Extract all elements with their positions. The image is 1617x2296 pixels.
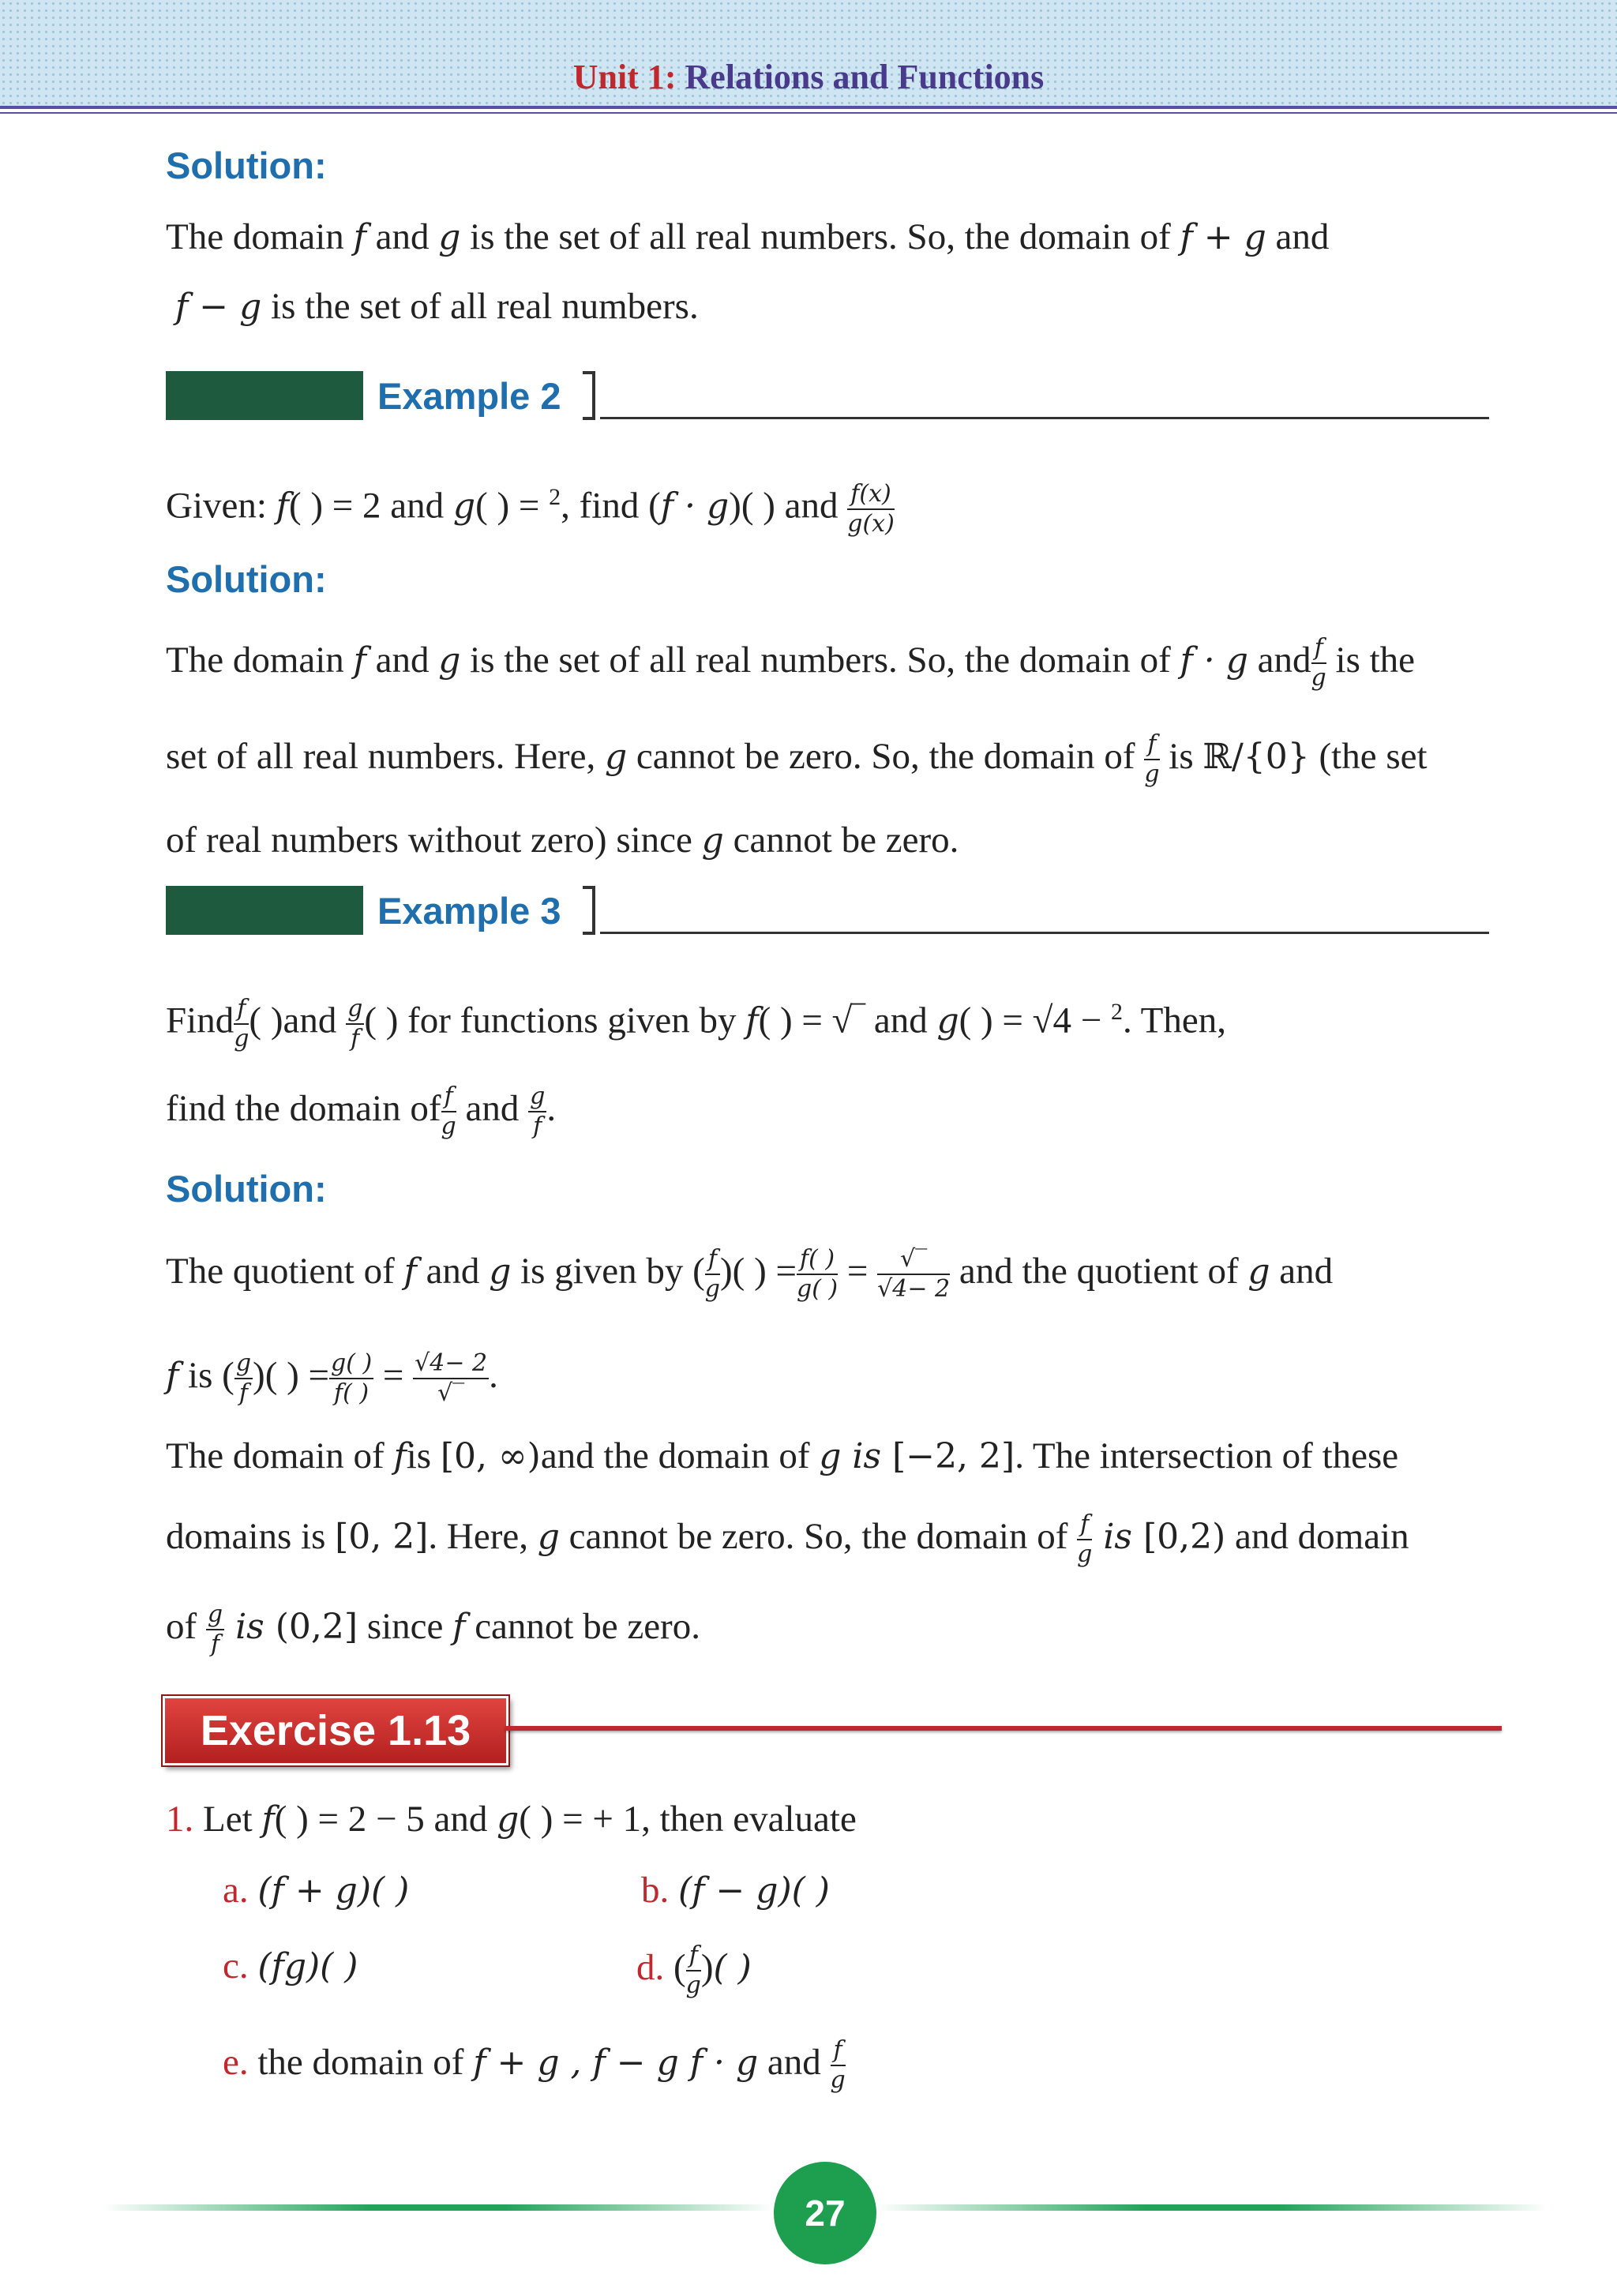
example-bracket: [583, 886, 595, 935]
exercise-item-b: b. (f − g)( ): [641, 1870, 830, 1911]
fraction: $\frac{f}{g}$: [704, 1245, 721, 1303]
example3-label: Example 3: [377, 890, 561, 932]
header-title: [0, 57, 1617, 97]
example2-solution-line1: The domain f and g is the set of all real numbers. So, the domain of f · g and $\frac{f}{g}$ is the: [166, 634, 1416, 692]
example3-question-line2: find the domain of $\frac{f}{g}$ and $\frac{g}{f}$ .: [166, 1082, 557, 1140]
header-rule-thin: [0, 112, 1617, 114]
example3-solution-line1: The quotient of f and g is given by ( $\frac{f}{g}$ )( ) = $\frac{f( )}{g( )}$ = $\frac{√‾}{√4- 2}$ and the quotient of g and: [166, 1245, 1334, 1303]
footer-rule-right: [876, 2204, 1548, 2211]
solution1-line2: f − g is the set of all real numbers.: [175, 286, 699, 327]
fraction: $\frac{g( )}{f( )}$: [331, 1349, 373, 1407]
example2-solution-line3: of real numbers without zero) since g cannot be zero.: [166, 820, 959, 861]
fraction: $\frac{g}{f}$: [207, 1600, 223, 1658]
fraction: $\frac{g}{f}$: [235, 1349, 252, 1407]
unit-label: Unit 1:: [572, 58, 677, 96]
exercise-item-d: d. ( $\frac{f}{g}$ )( ): [636, 1941, 752, 1999]
unit-title: Relations and Functions: [685, 58, 1045, 96]
exercise-rule: [505, 1726, 1502, 1731]
example-rule: [600, 417, 1489, 419]
footer-rule-left: [103, 2204, 774, 2211]
fraction: $\frac{g}{f}$: [530, 1082, 546, 1140]
fraction-f-over-g: $\frac{f(x)}{g(x)}$: [847, 479, 895, 538]
fraction: $\frac{f}{g}$: [1311, 634, 1326, 692]
fraction: $\frac{f}{g}$: [685, 1941, 701, 1999]
fraction: $\frac{f}{g}$: [1077, 1510, 1093, 1568]
fraction: $\frac{√4- 2}{√‾}$: [415, 1349, 488, 1407]
example3-solution-line5: of $\frac{g}{f}$ is (0,2] since f cannot be zero.: [166, 1600, 700, 1658]
exercise-title: Exercise 1.13: [163, 1696, 508, 1765]
solution1-line1: The domain f and g is the set of all real numbers. So, the domain of f + g and: [166, 216, 1330, 257]
page-number: 27: [774, 2162, 876, 2264]
exercise-item-a: a. (f + g)( ): [223, 1870, 410, 1911]
example-bracket: [583, 371, 595, 420]
fraction: $\frac{f}{g}$: [830, 2036, 846, 2094]
solution-heading: Solution:: [166, 144, 327, 186]
example2-label: Example 2: [377, 375, 561, 417]
solution-heading: Solution:: [166, 1168, 327, 1210]
example3-solution-line3: The domain of fis [0, ∞)and the domain of g is [−2, 2]. The intersection of these: [166, 1435, 1399, 1476]
example3-question-line1: Find $\frac{f}{g}$ ( )and $\frac{g}{f}$ ( ) for functions given by f( ) = √‾ and g( ) = √4 − $^2$. Then,: [166, 994, 1226, 1052]
example-rule: [600, 932, 1489, 934]
solution-heading: Solution:: [166, 558, 327, 600]
example3-solution-line2: f is ( $\frac{g}{f}$ )( ) = $\frac{g( )}{f( )}$ = $\frac{√4- 2}{√‾}$ .: [166, 1349, 498, 1407]
fraction: $\frac{f}{g}$: [1144, 730, 1160, 788]
fraction: $\frac{f}{g}$: [441, 1082, 456, 1140]
fraction: $\frac{g}{f}$: [347, 994, 363, 1052]
example-marker: [166, 886, 363, 935]
fraction: $\frac{√‾}{√4- 2}$: [877, 1245, 951, 1303]
example-marker: [166, 371, 363, 420]
fraction: $\frac{f}{g}$: [234, 994, 249, 1052]
example2-solution-line2: set of all real numbers. Here, g cannot be zero. So, the domain of $\frac{f}{g}$ is ℝ/{0} (the set: [166, 730, 1428, 788]
exercise-item-c: c. (fg)( ): [223, 1945, 358, 1986]
example3-solution-line4: domains is [0, 2]. Here, g cannot be zero. So, the domain of $\frac{f}{g}$ is [0,2) and domain: [166, 1510, 1409, 1568]
exercise-item-e: e. the domain of f + g , f − g f · g and $\frac{f}{g}$: [223, 2036, 846, 2094]
fraction: $\frac{f( )}{g( )}$: [796, 1245, 839, 1303]
exercise-question-1: 1. Let f( ) = 2 − 5 and g( ) = + 1, then evaluate: [166, 1799, 857, 1840]
example2-question: Given: f( ) = 2 and g( ) = $^2$, find (f · g)( ) and $\frac{f(x)}{g(x)}$: [166, 479, 895, 538]
header-rule: [0, 106, 1617, 109]
